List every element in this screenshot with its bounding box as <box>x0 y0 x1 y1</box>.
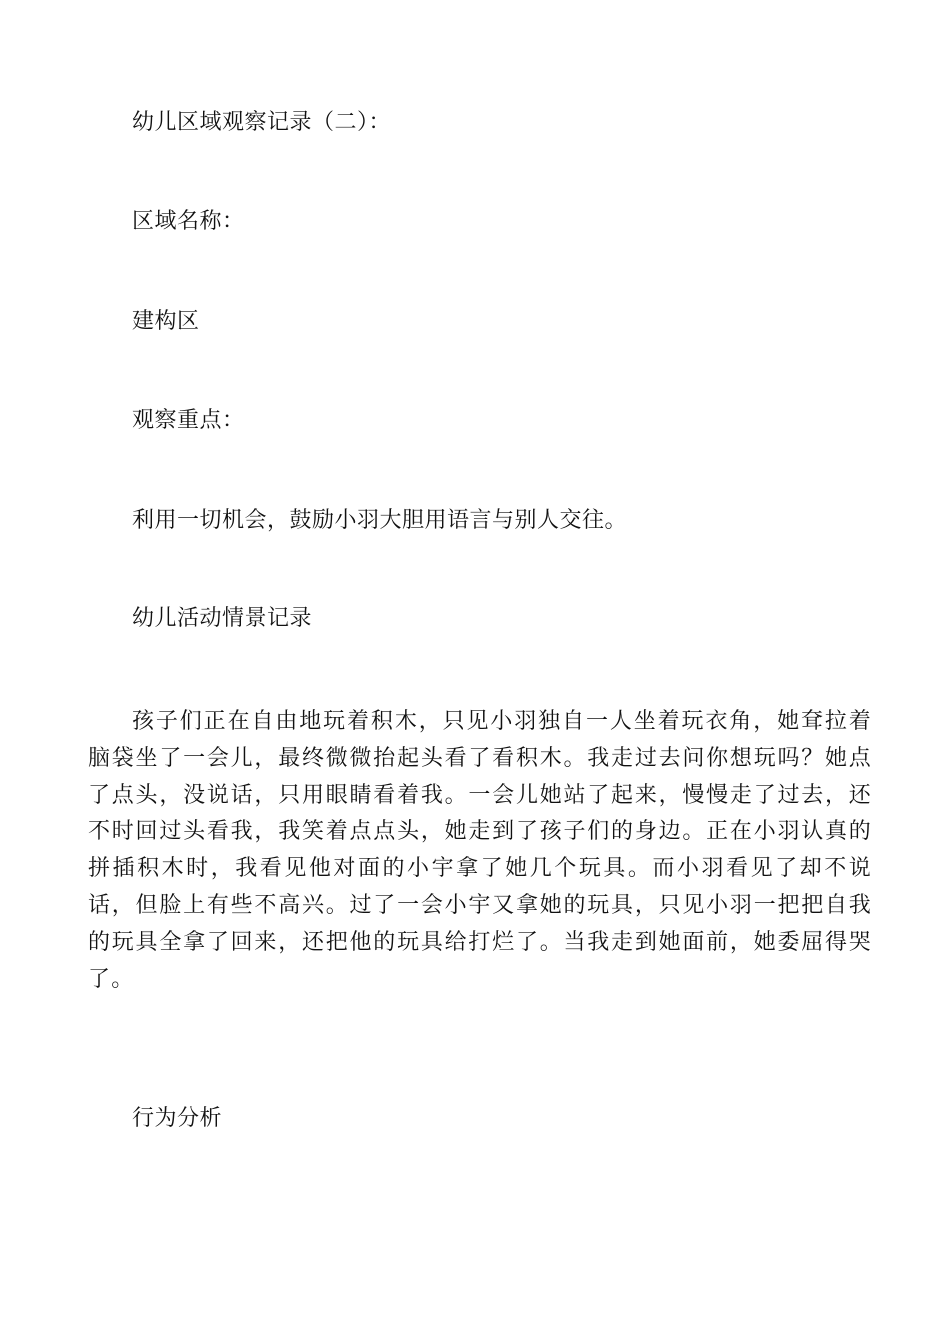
focus-label: 观察重点： <box>132 408 245 433</box>
focus-value: 利用一切机会，鼓励小羽大胆用语言与别人交往。 <box>132 508 628 533</box>
activity-heading: 幼儿活动情景记录 <box>132 606 313 631</box>
document-title: 幼儿区域观察记录（二）： <box>132 110 392 135</box>
analysis-heading: 行为分析 <box>132 1106 223 1131</box>
area-name-label: 区域名称： <box>132 209 245 234</box>
activity-paragraph: 孩子们正在自由地玩着积木，只见小羽独自一人坐着玩衣角，她耷拉着脑袋坐了一会儿，最终微微抬起头看了看积木。我走过去问你想玩吗？她点了点头，没说话，只用眼睛看着我。一会儿她站了起来，慢慢走了过去，还不时回过头看我，我笑着点点头，她走到了孩子们的身边。正在小羽认真的拼插积木时，我看见他对面的小宇拿了她几个玩具。而小羽看见了却不说话，但脸上有些不高兴。过了一会小宇又拿她的玩具，只见小羽一把把自我的玩具全拿了回来，还把他的玩具给打烂了。当我走到她面前，她委屈得哭了。 <box>88 709 872 992</box>
area-name-value: 建构区 <box>132 309 200 334</box>
